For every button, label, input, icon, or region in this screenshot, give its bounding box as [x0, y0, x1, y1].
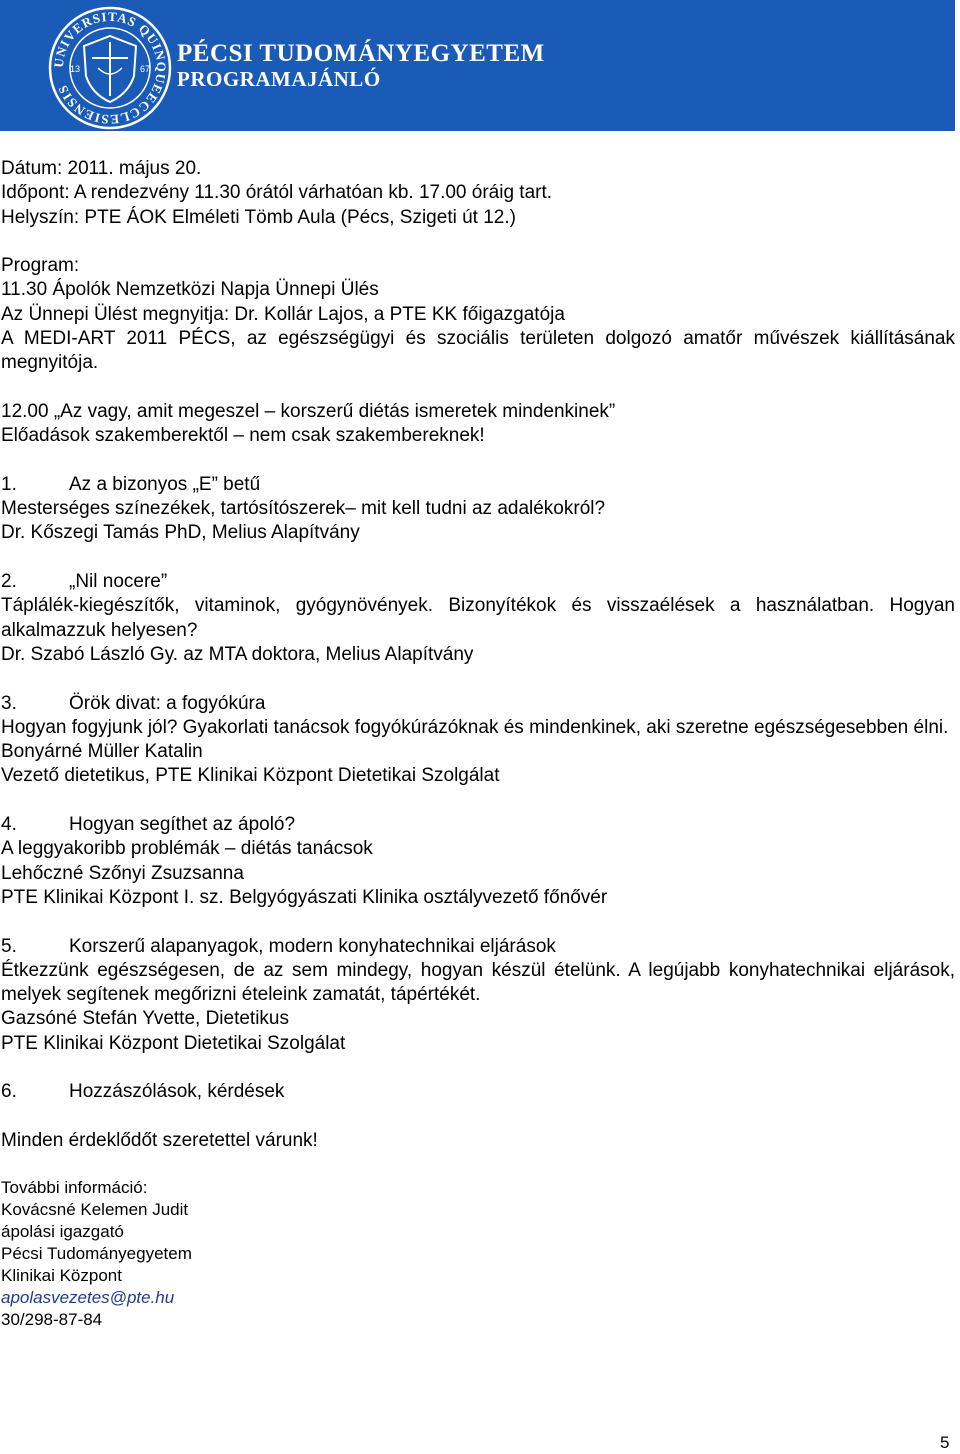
contact-block	[1, 1177, 955, 1331]
talk-line: Bonyárné Müller Katalin	[1, 741, 203, 763]
talk-title	[1, 1080, 955, 1104]
talk-number: 2.	[1, 571, 17, 593]
lecture-session-subtitle: Előadások szakemberektől – nem csak szakembereknek!	[1, 425, 485, 447]
header-banner	[0, 0, 955, 131]
talk-line: Lehőczné Szőnyi Zsuzsanna	[1, 862, 244, 884]
program-heading: Program:	[1, 255, 80, 277]
talk-item	[1, 789, 955, 910]
event-venue: Helyszín: PTE ÁOK Elméleti Tömb Aula (Pécs, Szigeti út 12.)	[1, 206, 516, 228]
university-name: PÉCSI TUDOMÁNYEGYETEM	[177, 40, 545, 67]
talk-title-text: Hozzászólások, kérdések	[69, 1081, 285, 1103]
talk-list	[1, 449, 955, 1105]
contact-heading: További információ:	[1, 1178, 148, 1198]
contact-phone: 30/298-87-84	[1, 1310, 103, 1330]
talk-line: Vezető dietetikus, PTE Klinikai Központ Dietetikai Szolgálat	[1, 765, 500, 787]
event-date: Dátum: 2011. május 20.	[1, 158, 202, 179]
seal-year-left: 13	[70, 64, 81, 74]
talk-line: Étkezzünk egészségesen, de az sem mindegy, hogyan készül ételünk. A legújabb konyhatechnikai eljárások, melyek segítenek megőrizni ételeink zamatát, tápértékét.	[1, 959, 955, 1006]
talk-number: 3.	[1, 692, 17, 714]
document-body	[1, 157, 955, 1331]
talk-title	[1, 473, 955, 497]
talk-title	[1, 813, 955, 837]
talk-number: 4.	[1, 814, 17, 836]
talk-item	[1, 1056, 955, 1105]
contact-name: Kovácsné Kelemen Judit	[1, 1200, 189, 1220]
contact-email-link[interactable]: apolasvezetes@pte.hu	[1, 1288, 175, 1308]
talk-item	[1, 910, 955, 1056]
talk-title-text: Örök divat: a fogyókúra	[69, 692, 266, 714]
talk-line: Dr. Kőszegi Tamás PhD, Melius Alapítvány	[1, 522, 360, 544]
talk-number: 5.	[1, 935, 17, 957]
talk-line: PTE Klinikai Központ I. sz. Belgyógyászati Klinika osztályvezető főnővér	[1, 886, 608, 908]
talk-number: 6.	[1, 1081, 17, 1103]
lecture-session-title: 12.00 „Az vagy, amit megeszel – korszerű diétás ismeretek mindenkinek”	[1, 400, 616, 422]
svg-text:UNIVERSITAS QUINQUEECCLESIENSI: UNIVERSITAS QUINQUEECCLESIENSIS	[50, 8, 170, 128]
closing-invitation: Minden érdeklődőt szeretettel várunk!	[1, 1129, 318, 1151]
talk-line: Gazsóné Stefán Yvette, Dietetikus	[1, 1008, 289, 1030]
exhibition-opening: A MEDI-ART 2011 PÉCS, az egészségügyi és szociális területen dolgozó amatőr művészek kiállításának megnyitója.	[1, 328, 955, 374]
talk-item	[1, 546, 955, 667]
talk-title-text: Korszerű alapanyagok, modern konyhatechnikai eljárások	[69, 935, 556, 957]
page-number: 5	[940, 1433, 950, 1452]
seal-year-right: 67	[140, 64, 151, 74]
talk-title	[1, 692, 955, 716]
event-time: Időpont: A rendezvény 11.30 órától várhatóan kb. 17.00 óráig tart.	[1, 182, 553, 204]
contact-organization: Pécsi Tudományegyetem	[1, 1244, 192, 1264]
talk-number: 1.	[1, 473, 17, 495]
talk-line: Hogyan fogyjunk jól? Gyakorlati tanácsok fogyókúrázóknak és mindenkinek, aki szeretne egészségesebben élni.	[1, 716, 949, 738]
talk-title-text: Hogyan segíthet az ápoló?	[69, 814, 296, 836]
university-seal-logo	[48, 6, 172, 130]
talk-title-text: „Nil nocere”	[69, 571, 168, 593]
talk-line: Mesterséges színezékek, tartósítószerek– mit kell tudni az adalékokról?	[1, 498, 606, 520]
talk-line: PTE Klinikai Központ Dietetikai Szolgálat	[1, 1032, 346, 1054]
talk-line: A leggyakoribb problémák – diétás tanácsok	[1, 838, 373, 860]
talk-title-text: Az a bizonyos „E” betű	[69, 473, 261, 495]
talk-line: Dr. Szabó László Gy. az MTA doktora, Melius Alapítvány	[1, 643, 474, 665]
contact-department: Klinikai Központ	[1, 1266, 122, 1286]
talk-item	[1, 449, 955, 546]
talk-line: Táplálék-kiegészítők, vitaminok, gyógynövények. Bizonyítékok és visszaélések a használatban. Hogyan alkalmazzuk helyesen?	[1, 595, 955, 641]
talk-title	[1, 570, 955, 594]
talk-item	[1, 667, 955, 788]
talk-title	[1, 935, 955, 959]
opening-session-line: Az Ünnepi Ülést megnyitja: Dr. Kollár Lajos, a PTE KK főigazgatója	[1, 303, 565, 325]
opening-session-title: 11.30 Ápolók Nemzetközi Napja Ünnepi Ülés	[1, 279, 379, 301]
banner-subtitle: PROGRAMAJÁNLÓ	[177, 67, 381, 91]
contact-role: ápolási igazgató	[1, 1222, 124, 1242]
